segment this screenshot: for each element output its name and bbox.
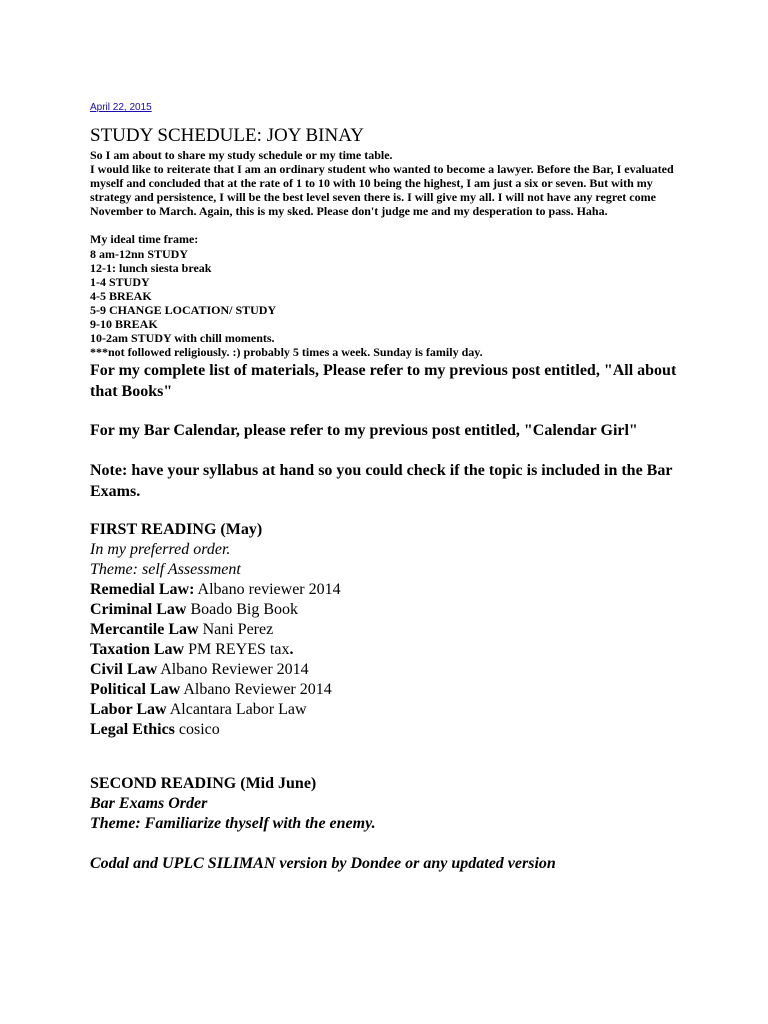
intro-line: I would like to reiterate that I am an ordinary student who wanted to become a lawyer. Before the Bar, I evaluated myself and concluded that at the rate of 1 to 10 with 10 being the highest, I am just a six or seven. But with my strategy and persistence, I will be the best level seven there is. I will give my all. I will not have any regret come November to March. Again, this is my sked. Please don't judge me and my desperation to pass. Haha. [90, 162, 674, 219]
subject-book: cosico [174, 721, 220, 738]
subject-book: Albano Reviewer 2014 [180, 681, 332, 698]
subject-book: Albano Reviewer 2014 [157, 661, 309, 678]
syllabus-note: Note: have your syllabus at hand so you could check if the topic is included in the Bar Exams. [90, 462, 673, 500]
subject-book: PM REYES tax [184, 641, 290, 658]
second-reading-note-block [90, 854, 690, 874]
second-reading-theme: Theme: Familiarize thyself with the enemy. [90, 815, 376, 832]
first-reading-heading [90, 520, 690, 540]
first-reading-month: (May) [216, 521, 263, 538]
subject-law: Criminal Law [90, 601, 187, 618]
subject-row [90, 620, 690, 640]
subject-row [90, 600, 690, 620]
intro-line: So I am about to share my study schedule or my time table. [90, 148, 393, 162]
first-reading-theme: Theme: self Assessment [90, 561, 241, 578]
calendar-note-block [90, 420, 690, 441]
post-intro [90, 148, 685, 359]
subject-law: Labor Law [90, 701, 167, 718]
subject-row [90, 680, 690, 700]
subject-law: Mercantile Law [90, 621, 199, 638]
subject-law: Political Law [90, 681, 181, 698]
first-reading-section [90, 520, 690, 740]
first-reading-title: FIRST READING [90, 521, 217, 538]
timeframe-item: 10-2am STUDY with chill moments. [90, 331, 275, 346]
subject-law: Remedial Law: [90, 581, 195, 598]
timeframe-item: 1-4 STUDY [90, 274, 150, 289]
subject-book: Boado Big Book [186, 601, 299, 618]
syllabus-note-block [90, 460, 690, 502]
subject-book: Alcantara Labor Law [166, 701, 307, 718]
materials-note: For my complete list of materials, Please refer to my previous post entitled, "All about that Books" [90, 362, 677, 400]
timeframe-item: 9-10 BREAK [90, 317, 158, 332]
second-reading-note: Codal and UPLC SILIMAN version by Dondee or any updated version [90, 855, 556, 872]
timeframe-item: 5-9 CHANGE LOCATION/ STUDY [90, 302, 277, 317]
first-reading-order: In my preferred order. [90, 541, 231, 558]
subject-row [90, 580, 690, 600]
timeframe-heading: My ideal time frame: [90, 232, 199, 247]
subject-law: Civil Law [90, 661, 158, 678]
subject-law: Taxation Law [90, 641, 185, 658]
materials-note-block [90, 360, 690, 402]
timeframe-footnote: ***not followed religiously. :) probably 5 times a week. Sunday is family day. [90, 345, 483, 360]
second-reading-order: Bar Exams Order [90, 795, 208, 812]
second-reading-section [90, 774, 690, 834]
subject-row: Taxation Law PM REYES tax. [90, 641, 294, 658]
timeframe-item: 12-1: lunch siesta break [90, 260, 212, 275]
timeframe-item: 8 am-12nn STUDY [90, 246, 189, 261]
post-date-link[interactable]: April 22, 2015 [90, 102, 152, 113]
subject-book: Nani Perez [198, 621, 274, 638]
second-reading-heading: SECOND READING (Mid June) [90, 775, 317, 792]
subject-book: Albano reviewer 2014 [194, 581, 341, 598]
post-title: STUDY SCHEDULE: JOY BINAY [90, 125, 364, 146]
subject-row [90, 720, 690, 740]
timeframe-item: 4-5 BREAK [90, 288, 152, 303]
subject-law: Legal Ethics [90, 721, 175, 738]
subject-row [90, 660, 690, 680]
subject-row [90, 700, 690, 720]
calendar-note: For my Bar Calendar, please refer to my previous post entitled, "Calendar Girl" [90, 422, 638, 439]
